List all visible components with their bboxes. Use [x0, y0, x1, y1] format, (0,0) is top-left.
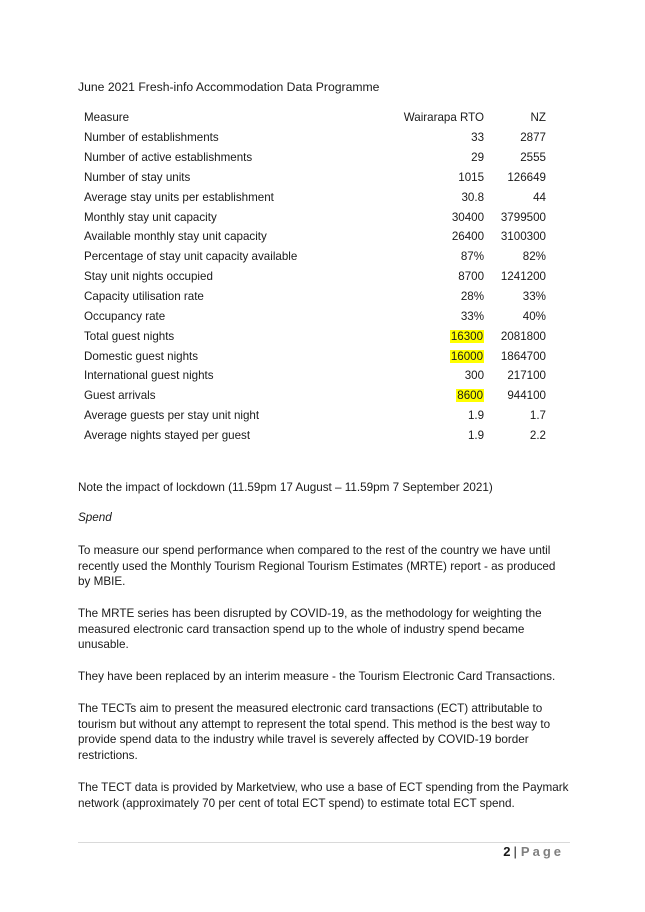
header-measure: Measure [84, 111, 130, 125]
cell-measure: Number of stay units [84, 170, 191, 184]
cell-measure: International guest nights [84, 369, 214, 383]
cell-nz: 126649 [507, 170, 546, 184]
cell-nz: 2555 [520, 151, 546, 165]
cell-nz: 1241200 [500, 270, 546, 284]
cell-measure: Domestic guest nights [84, 349, 199, 363]
cell-measure: Average nights stayed per guest [84, 428, 251, 442]
cell-wairarapa-rto: 29 [471, 151, 485, 165]
cell-wairarapa-rto: 28% [460, 290, 485, 304]
table-body [78, 128, 552, 446]
cell-nz: 944100 [507, 389, 546, 403]
cell-nz: 3100300 [500, 230, 546, 244]
paragraph-mrte-disrupted: The MRTE series has been disrupted by COVID-19, as the methodology for weighting the measured electronic card transaction spend up to the whole of industry spend became unusable. [78, 607, 542, 652]
cell-wairarapa-rto [390, 346, 490, 366]
cell-measure: Total guest nights [84, 329, 175, 343]
table-header-row [78, 108, 552, 128]
cell-wairarapa-rto: 1.9 [467, 409, 485, 423]
lockdown-note: Note the impact of lockdown (11.59pm 17 August – 11.59pm 7 September 2021) [78, 481, 493, 494]
cell-measure: Occupancy rate [84, 309, 166, 323]
cell-wairarapa-rto: 26400 [451, 230, 485, 244]
cell-nz: 3799500 [500, 210, 546, 224]
spend-heading: Spend [78, 511, 112, 524]
highlighted-value: 16000 [450, 349, 484, 363]
cell-measure: Number of active establishments [84, 151, 253, 165]
table-row [78, 426, 552, 446]
table-row [78, 247, 552, 267]
cell-nz: 1.7 [529, 409, 546, 423]
table-row [78, 287, 552, 307]
cell-measure: Guest arrivals [84, 389, 156, 403]
paragraph-interim-measure: They have been replaced by an interim measure - the Tourism Electronic Card Transactions. [78, 670, 556, 683]
cell-measure: Available monthly stay unit capacity [84, 230, 267, 244]
paragraph-tects-aim: The TECTs aim to present the measured electronic card transactions (ECT) attributable to tourism but without any attempt to represent the total spend. This method is the best way to provide spend data to the industry while travel is severely affected by COVID-19 border restrictions. [78, 702, 551, 762]
cell-measure: Capacity utilisation rate [84, 290, 204, 304]
page-word: Page [520, 844, 564, 859]
table-row [78, 267, 552, 287]
cell-measure: Stay unit nights occupied [84, 270, 213, 284]
cell-wairarapa-rto: 30400 [451, 210, 485, 224]
cell-wairarapa-rto: 87% [460, 250, 485, 264]
table-row [78, 346, 552, 366]
cell-wairarapa-rto [390, 386, 490, 406]
document-title: June 2021 Fresh-info Accommodation Data Programme [78, 80, 380, 94]
cell-wairarapa-rto: 33 [471, 131, 485, 145]
cell-nz: 2877 [520, 131, 546, 145]
table-row [78, 128, 552, 148]
page-separator: | [513, 844, 517, 859]
table-row [78, 386, 552, 406]
cell-wairarapa-rto: 30.8 [461, 190, 485, 204]
cell-measure: Average guests per stay unit night [84, 409, 260, 423]
cell-measure: Percentage of stay unit capacity available [84, 250, 298, 264]
paragraph-tect-data-source: The TECT data is provided by Marketview, who use a base of ECT spending from the Paymark network (approximately 70 per cent of total ECT spend) to estimate total ECT spend. [78, 781, 569, 810]
highlighted-value: 16300 [450, 329, 484, 343]
cell-wairarapa-rto [390, 326, 490, 346]
cell-nz: 2081800 [500, 329, 546, 343]
cell-wairarapa-rto: 300 [464, 369, 485, 383]
cell-nz: 217100 [507, 369, 546, 383]
cell-nz: 2.2 [529, 428, 546, 442]
header-nz: NZ [530, 111, 546, 125]
table-row [78, 227, 552, 247]
paragraph-mrte-intro: To measure our spend performance when compared to the rest of the country we have until recently used the Monthly Tourism Regional Tourism Estimates (MRTE) report - as produced by MBIE. [78, 544, 556, 589]
cell-nz: 33% [522, 290, 546, 304]
cell-nz: 44 [533, 190, 546, 204]
accommodation-data-table [78, 108, 552, 445]
cell-measure: Number of establishments [84, 131, 219, 145]
table-row [78, 207, 552, 227]
cell-wairarapa-rto: 1015 [458, 170, 485, 184]
cell-wairarapa-rto: 1.9 [467, 428, 485, 442]
table-row [78, 306, 552, 326]
highlighted-value: 8600 [457, 389, 484, 403]
table-row [78, 326, 552, 346]
cell-wairarapa-rto: 33% [460, 309, 485, 323]
cell-wairarapa-rto: 8700 [458, 270, 485, 284]
table-row [78, 187, 552, 207]
cell-nz: 1864700 [500, 349, 546, 363]
cell-nz: 40% [522, 309, 546, 323]
cell-measure: Monthly stay unit capacity [84, 210, 217, 224]
header-wairarapa-rto: Wairarapa RTO [403, 111, 485, 125]
cell-measure: Average stay units per establishment [84, 190, 274, 204]
table-row [78, 148, 552, 168]
page-number: 2 [503, 844, 511, 859]
table-row [78, 366, 552, 386]
cell-nz: 82% [522, 250, 546, 264]
footer-divider [78, 842, 570, 843]
page-footer [503, 844, 564, 859]
table-row [78, 168, 552, 188]
table-row [78, 406, 552, 426]
